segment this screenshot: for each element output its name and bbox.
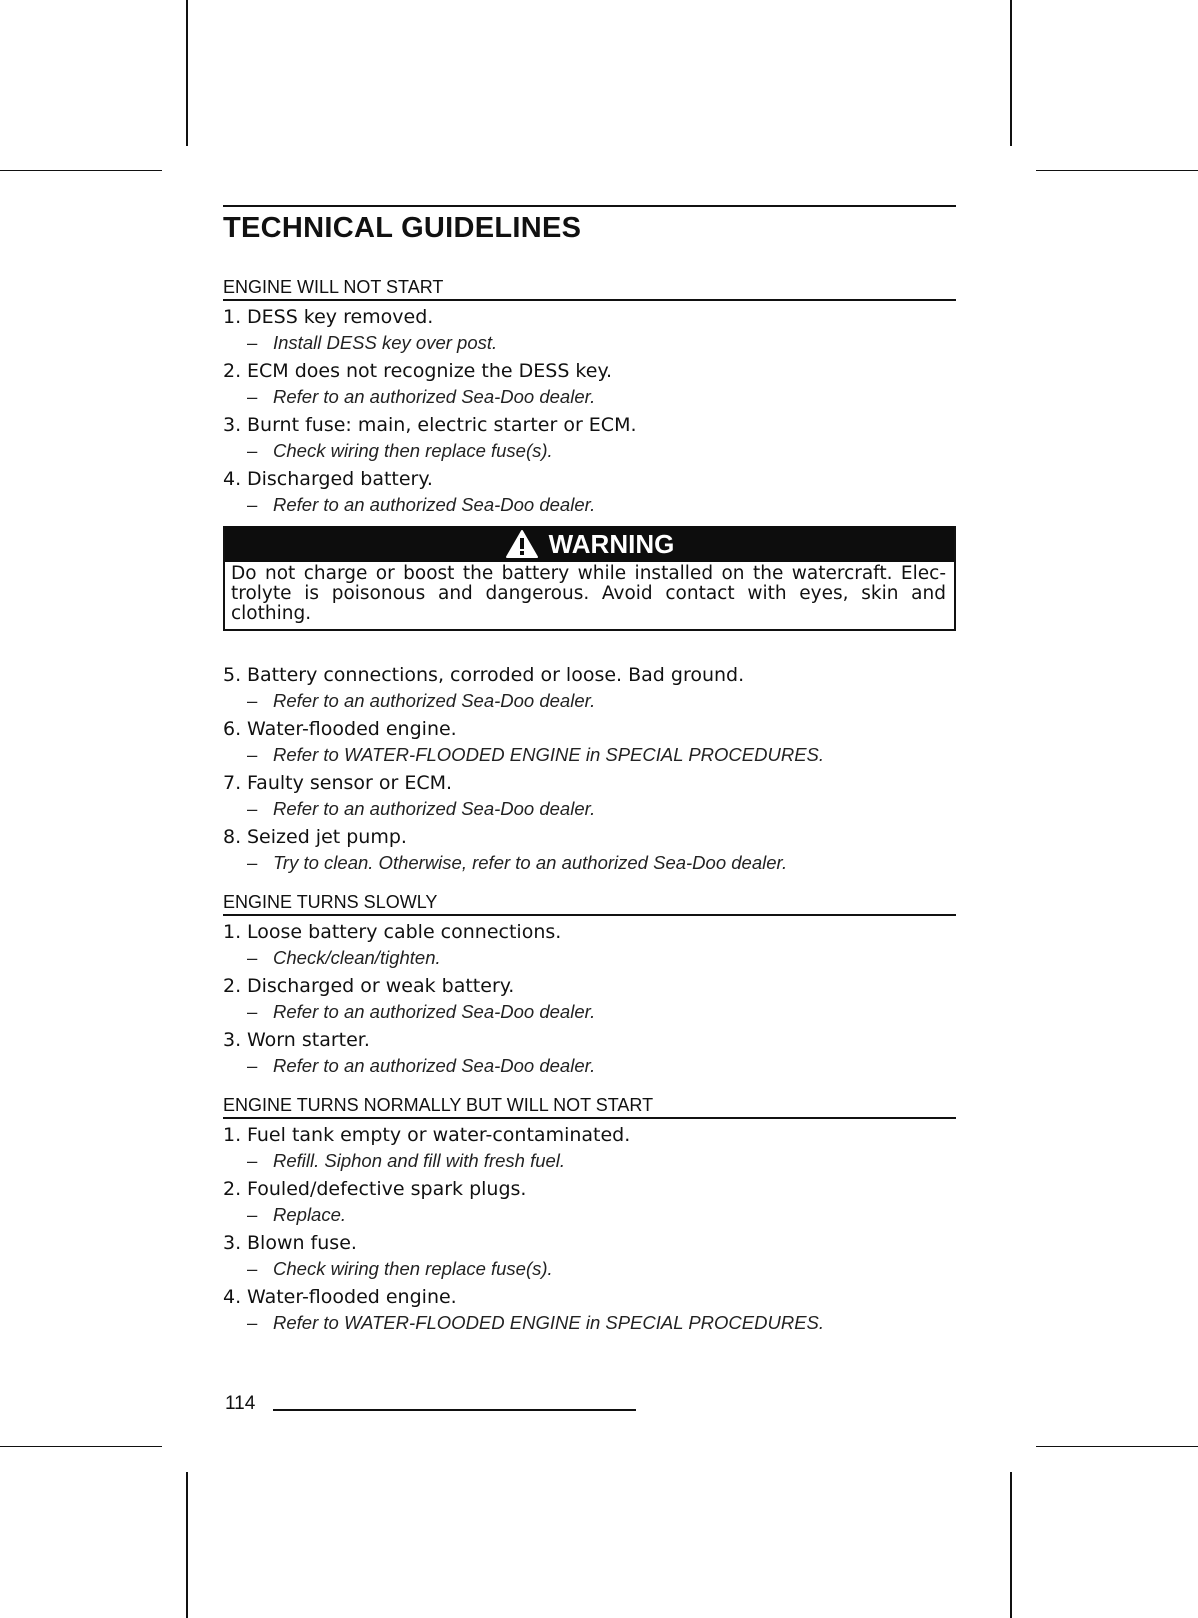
item-title <box>223 1284 956 1310</box>
section-heading: ENGINE WILL NOT START <box>223 276 956 301</box>
dash: – <box>247 1258 258 1279</box>
item-remedy <box>223 330 956 355</box>
list-item <box>223 1122 956 1173</box>
item-title <box>223 824 956 850</box>
list-item <box>223 716 956 767</box>
list-item <box>223 919 956 970</box>
item-remedy <box>223 688 956 713</box>
list-item <box>223 770 956 821</box>
item-number: 1. <box>223 921 242 943</box>
remedy-text: Refer to an authorized Sea-Doo dealer. <box>273 494 596 515</box>
item-remedy <box>223 492 956 517</box>
list-item <box>223 1176 956 1227</box>
remedy-text: Install DESS key over post. <box>273 332 498 353</box>
section-heading: ENGINE TURNS SLOWLY <box>223 891 956 916</box>
item-remedy <box>223 796 956 821</box>
item-title <box>223 1176 956 1202</box>
page-footer <box>225 1393 636 1415</box>
crop-mark <box>0 1446 162 1447</box>
dash: – <box>247 1312 258 1333</box>
list-item <box>223 1027 956 1078</box>
item-remedy <box>223 1256 956 1281</box>
page-title: TECHNICAL GUIDELINES <box>223 212 582 244</box>
dash: – <box>247 386 258 407</box>
item-remedy <box>223 850 956 875</box>
remedy-text: Replace. <box>273 1204 347 1225</box>
warning-box <box>223 526 956 631</box>
remedy-text: Refer to WATER-FLOODED ENGINE in SPECIAL PROCEDURES. <box>273 1312 825 1333</box>
crop-mark <box>186 0 188 146</box>
item-number: 2. <box>223 360 242 382</box>
item-text: Battery connections, corroded or loose. Bad ground. <box>247 664 745 686</box>
item-number: 5. <box>223 664 242 686</box>
crop-mark <box>1036 170 1198 171</box>
item-text: Water-flooded engine. <box>247 1286 457 1308</box>
item-text: ECM does not recognize the DESS key. <box>247 360 613 382</box>
dash: – <box>247 1001 258 1022</box>
crop-mark <box>186 1472 188 1618</box>
item-remedy <box>223 945 956 970</box>
warning-header <box>225 526 954 562</box>
item-remedy <box>223 742 956 767</box>
item-number: 4. <box>223 1286 242 1308</box>
item-title <box>223 770 956 796</box>
list-item <box>223 466 956 517</box>
item-title <box>223 973 956 999</box>
item-text: DESS key removed. <box>247 306 434 328</box>
remedy-text: Refill. Siphon and fill with fresh fuel. <box>273 1150 566 1171</box>
dash: – <box>247 852 258 873</box>
remedy-text: Refer to an authorized Sea-Doo dealer. <box>273 798 596 819</box>
section-engine-turns-normally-but-will-not-start <box>223 1094 956 1335</box>
item-remedy <box>223 1202 956 1227</box>
dash: – <box>247 440 258 461</box>
remedy-text: Check wiring then replace fuse(s). <box>273 1258 553 1279</box>
remedy-text: Refer to WATER-FLOODED ENGINE in SPECIAL PROCEDURES. <box>273 744 825 765</box>
list-item <box>223 824 956 875</box>
crop-mark <box>1010 1472 1012 1618</box>
item-title <box>223 304 956 330</box>
section-heading: ENGINE TURNS NORMALLY BUT WILL NOT START <box>223 1094 956 1119</box>
remedy-text: Refer to an authorized Sea-Doo dealer. <box>273 386 596 407</box>
dash: – <box>247 494 258 515</box>
item-text: Loose battery cable connections. <box>247 921 562 943</box>
list-item <box>223 412 956 463</box>
item-title <box>223 716 956 742</box>
warning-triangle-icon <box>505 529 539 559</box>
item-number: 2. <box>223 1178 242 1200</box>
page-content <box>223 205 956 1335</box>
remedy-text: Check wiring then replace fuse(s). <box>273 440 553 461</box>
section-engine-turns-slowly <box>223 891 956 1078</box>
item-remedy <box>223 438 956 463</box>
spacer <box>223 631 956 659</box>
list-item <box>223 1284 956 1335</box>
dash: – <box>247 1204 258 1225</box>
dash: – <box>247 744 258 765</box>
item-text: Worn starter. <box>247 1029 370 1051</box>
item-number: 1. <box>223 1124 242 1146</box>
item-number: 7. <box>223 772 242 794</box>
item-text: Discharged or weak battery. <box>247 975 515 997</box>
crop-mark <box>0 170 162 171</box>
item-title <box>223 466 956 492</box>
item-text: Blown fuse. <box>247 1232 357 1254</box>
item-text: Discharged battery. <box>247 468 433 490</box>
item-text: Water-flooded engine. <box>247 718 457 740</box>
item-number: 6. <box>223 718 242 740</box>
list-item <box>223 662 956 713</box>
item-text: Burnt fuse: main, electric starter or ECM. <box>247 414 637 436</box>
item-number: 2. <box>223 975 242 997</box>
item-number: 3. <box>223 1029 242 1051</box>
list-item <box>223 973 956 1024</box>
item-remedy <box>223 1148 956 1173</box>
item-text: Fouled/defective spark plugs. <box>247 1178 527 1200</box>
item-text: Seized jet pump. <box>247 826 407 848</box>
footer-rule <box>273 1409 636 1411</box>
item-text: Faulty sensor or ECM. <box>247 772 453 794</box>
dash: – <box>247 332 258 353</box>
item-remedy <box>223 999 956 1024</box>
item-remedy <box>223 1053 956 1078</box>
item-number: 3. <box>223 1232 242 1254</box>
page-number: 114 <box>225 1393 256 1414</box>
item-number: 4. <box>223 468 242 490</box>
item-title <box>223 412 956 438</box>
warning-text: Do not charge or boost the battery while installed on the watercraft. Elec-trolyte is poisonous and dangerous. Avoid contact with eyes, skin and clothing. <box>231 563 946 624</box>
dash: – <box>247 798 258 819</box>
list-item <box>223 358 956 409</box>
item-title <box>223 1230 956 1256</box>
item-remedy <box>223 1310 956 1335</box>
item-number: 8. <box>223 826 242 848</box>
item-title <box>223 358 956 384</box>
item-title <box>223 919 956 945</box>
dash: – <box>247 947 258 968</box>
crop-mark <box>1010 0 1012 146</box>
list-item <box>223 1230 956 1281</box>
remedy-text: Refer to an authorized Sea-Doo dealer. <box>273 1001 596 1022</box>
item-text: Fuel tank empty or water-contaminated. <box>247 1124 631 1146</box>
item-title <box>223 1122 956 1148</box>
warning-label: WARNING <box>548 528 675 559</box>
remedy-text: Refer to an authorized Sea-Doo dealer. <box>273 690 596 711</box>
item-title <box>223 662 956 688</box>
dash: – <box>247 1055 258 1076</box>
title-rule <box>223 205 956 207</box>
dash: – <box>247 1150 258 1171</box>
item-remedy <box>223 384 956 409</box>
crop-mark <box>1036 1446 1198 1447</box>
list-item <box>223 304 956 355</box>
dash: – <box>247 690 258 711</box>
item-number: 3. <box>223 414 242 436</box>
item-number: 1. <box>223 306 242 328</box>
remedy-text: Try to clean. Otherwise, refer to an authorized Sea-Doo dealer. <box>273 852 788 873</box>
remedy-text: Check/clean/tighten. <box>273 947 441 968</box>
item-title <box>223 1027 956 1053</box>
section-engine-will-not-start <box>223 276 956 875</box>
remedy-text: Refer to an authorized Sea-Doo dealer. <box>273 1055 596 1076</box>
